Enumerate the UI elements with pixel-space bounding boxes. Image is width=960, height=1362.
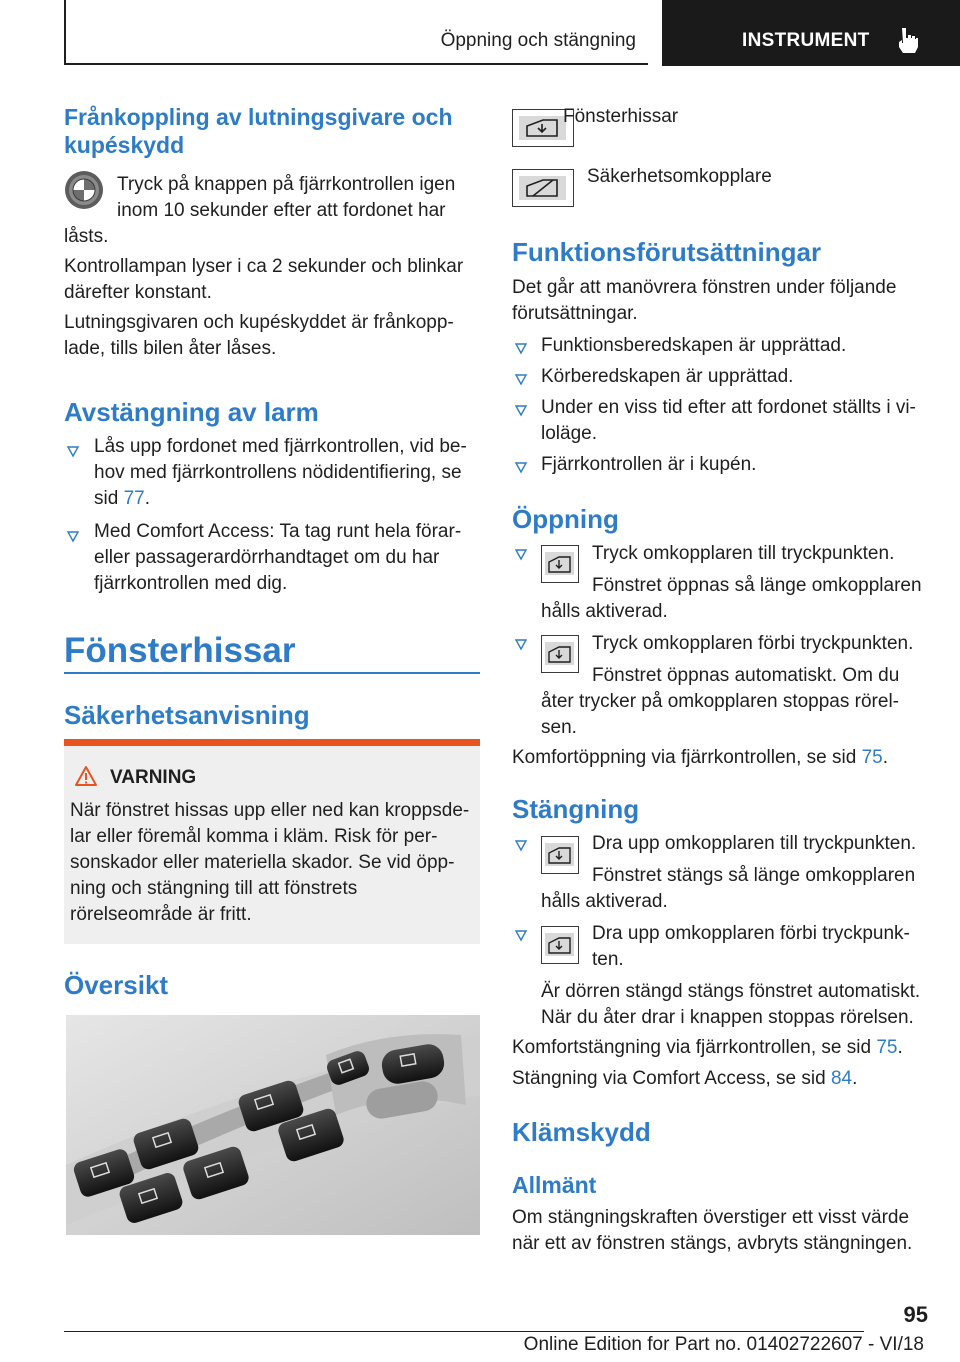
bullet-triangle-icon: [515, 374, 527, 386]
close-2-b: ten.: [592, 949, 624, 970]
open-2-a: Tryck omkopplaren förbi tryckpunkten.: [592, 633, 914, 654]
bullet-2-line-a: Med Comfort Access: Ta tag runt hela förar-: [94, 521, 462, 542]
cond-3-a: Under en viss tid efter att fordonet ställts i vi-: [541, 397, 916, 418]
warning-line-4: ning och stängning till att fönstrets: [70, 878, 358, 899]
warning-triangle-icon: [74, 765, 98, 787]
bullet-2-line-b: eller passagerardörrhandtaget om du har: [94, 547, 440, 568]
page-link-75[interactable]: 75: [876, 1037, 898, 1058]
pointing-hand-icon: [894, 26, 920, 54]
heading-fonsterhissar: Fönsterhissar: [64, 631, 296, 670]
comfort-access-text: Stängning via Comfort Access, se sid: [512, 1068, 826, 1089]
window-lifter-icon: [541, 836, 579, 874]
text-tryck-b: inom 10 sekunder efter att fordonet har: [117, 200, 446, 221]
komfort-close-text: Komfortstängning via fjärrkontrollen, se sid: [512, 1037, 872, 1058]
icon2-label: Säkerhetsomkopplare: [587, 166, 772, 187]
bullet-1-period: .: [144, 488, 150, 509]
window-switch-panel-photo: [66, 1015, 480, 1235]
text-kontroll-a: Kontrollampan lyser i ca 2 sekunder och blinkar: [64, 256, 464, 277]
heading-funktionsforutsattningar: Funktionsförutsättningar: [512, 237, 822, 267]
warning-bar: [64, 739, 480, 746]
komfort-open-text: Komfortöppning via fjärrkontrollen, se sid: [512, 747, 857, 768]
warning-line-5: rörelseområde är fritt.: [70, 904, 252, 925]
page-link-77[interactable]: 77: [123, 488, 145, 509]
period: .: [852, 1068, 858, 1089]
close-2-c: Är dörren stängd stängs fönstret automatiskt.: [541, 981, 921, 1002]
heading-frankoppling: [64, 103, 480, 159]
text-om-a: Om stängningskraften överstiger ett visst värde: [512, 1207, 910, 1228]
bullet-triangle-icon: [515, 639, 527, 651]
bullet-2-line-c: fjärrkontrollen med dig.: [94, 573, 288, 594]
warning-line-1: När fönstret hissas upp eller ned kan kroppsde-: [70, 800, 470, 821]
open-2-c: åter trycker på omkopplaren stoppas rörel-: [541, 691, 899, 712]
warning-line-2: lar eller föremål komma i kläm. Risk för per-: [70, 826, 438, 847]
close-2-a: Dra upp omkopplaren förbi tryckpunk-: [592, 923, 910, 944]
heading-allmant: Allmänt: [512, 1172, 597, 1198]
heading-oversikt: Översikt: [64, 970, 169, 1000]
bullet-triangle-icon: [515, 549, 527, 561]
text-det-b: förutsättningar.: [512, 303, 638, 324]
chapter-tab-label: INSTRUMENT: [742, 30, 870, 51]
komfort-open-line: [512, 745, 888, 771]
bullet-triangle-icon: [515, 343, 527, 355]
bullet-1-line-c: [94, 486, 150, 512]
warning-title: VARNING: [110, 767, 197, 788]
bmw-logo-icon: [64, 170, 104, 210]
page-number: 95: [903, 1302, 928, 1327]
period: .: [897, 1037, 903, 1058]
footer-edition: Online Edition for Part no. 01402722607 - VI/18: [523, 1334, 924, 1355]
bullet-triangle-icon: [67, 531, 79, 543]
icon1-label: Fönsterhissar: [563, 106, 679, 127]
cond-3-b: loläge.: [541, 423, 597, 444]
bullet-1-see: sid: [94, 488, 119, 509]
heading-oppning: Öppning: [512, 504, 619, 534]
close-1-b: Fönstret stängs så länge omkopplaren: [592, 865, 916, 886]
komfort-close-line: [512, 1035, 903, 1061]
heading-frankoppling-text: Frånkoppling av lutningsgivare och kupéskydd: [64, 104, 453, 158]
open-1-b: Fönstret öppnas så länge omkopplaren: [592, 575, 922, 596]
text-kontroll-b: därefter konstant.: [64, 282, 212, 303]
bullet-1-line-a: Lås upp fordonet med fjärrkontrollen, vid be-: [94, 436, 467, 457]
text-det-a: Det går att manövrera fönstren under följande: [512, 277, 897, 298]
text-om-b: när ett av fönstren stängs, avbryts stängningen.: [512, 1233, 913, 1254]
bullet-triangle-icon: [515, 840, 527, 852]
bullet-triangle-icon: [515, 462, 527, 474]
bullet-triangle-icon: [515, 930, 527, 942]
page-link-84[interactable]: 84: [830, 1068, 853, 1089]
cond-4: Fjärrkontrollen är i kupén.: [541, 454, 757, 475]
open-1-c: hålls aktiverad.: [541, 601, 668, 622]
open-2-d: sen.: [541, 717, 577, 738]
close-1-c: hålls aktiverad.: [541, 891, 668, 912]
bullet-1-line-b: hov med fjärrkontrollens nödidentifiering, se: [94, 462, 462, 483]
open-2-b: Fönstret öppnas automatiskt. Om du: [592, 665, 900, 686]
warning-line-3: sonskador eller materiella skador. Se vid öpp-: [70, 852, 455, 873]
cond-2: Körberedskapen är upprättad.: [541, 366, 794, 387]
section-title: Öppning och stängning: [440, 30, 636, 51]
page-link-75[interactable]: 75: [861, 747, 883, 768]
heading-avstangning: Avstängning av larm: [64, 397, 319, 427]
cond-1: Funktionsberedskapen är upprättad.: [541, 335, 847, 356]
header-rule-bottom: [64, 63, 648, 65]
heading-klamskydd: Klämskydd: [512, 1117, 651, 1147]
window-lifter-icon: [541, 635, 579, 673]
text-tryck-a: Tryck på knappen på fjärrkontrollen igen: [117, 174, 456, 195]
close-1-a: Dra upp omkopplaren till tryckpunkten.: [592, 833, 917, 854]
text-tryck-c: låsts.: [64, 226, 109, 247]
window-lifter-icon: [541, 926, 579, 964]
text-lutning-a: Lutningsgivaren och kupéskyddet är frånkopp-: [64, 312, 454, 333]
bullet-triangle-icon: [515, 405, 527, 417]
heading-underline: [64, 672, 480, 674]
safety-switch-icon: [512, 169, 574, 207]
period: .: [882, 747, 888, 768]
close-2-d: När du åter drar i knappen stoppas rörelsen.: [541, 1007, 914, 1028]
comfort-access-line: [512, 1066, 857, 1092]
open-1-a: Tryck omkopplaren till tryckpunkten.: [592, 543, 895, 564]
bullet-triangle-icon: [67, 446, 79, 458]
heading-stangning: Stängning: [512, 794, 640, 824]
footer-rule: [64, 1331, 864, 1332]
heading-sakerhetsanvisning: Säkerhetsanvisning: [64, 700, 310, 730]
window-lifter-icon: [541, 545, 579, 583]
text-lutning-b: lade, tills bilen åter låses.: [64, 338, 277, 359]
